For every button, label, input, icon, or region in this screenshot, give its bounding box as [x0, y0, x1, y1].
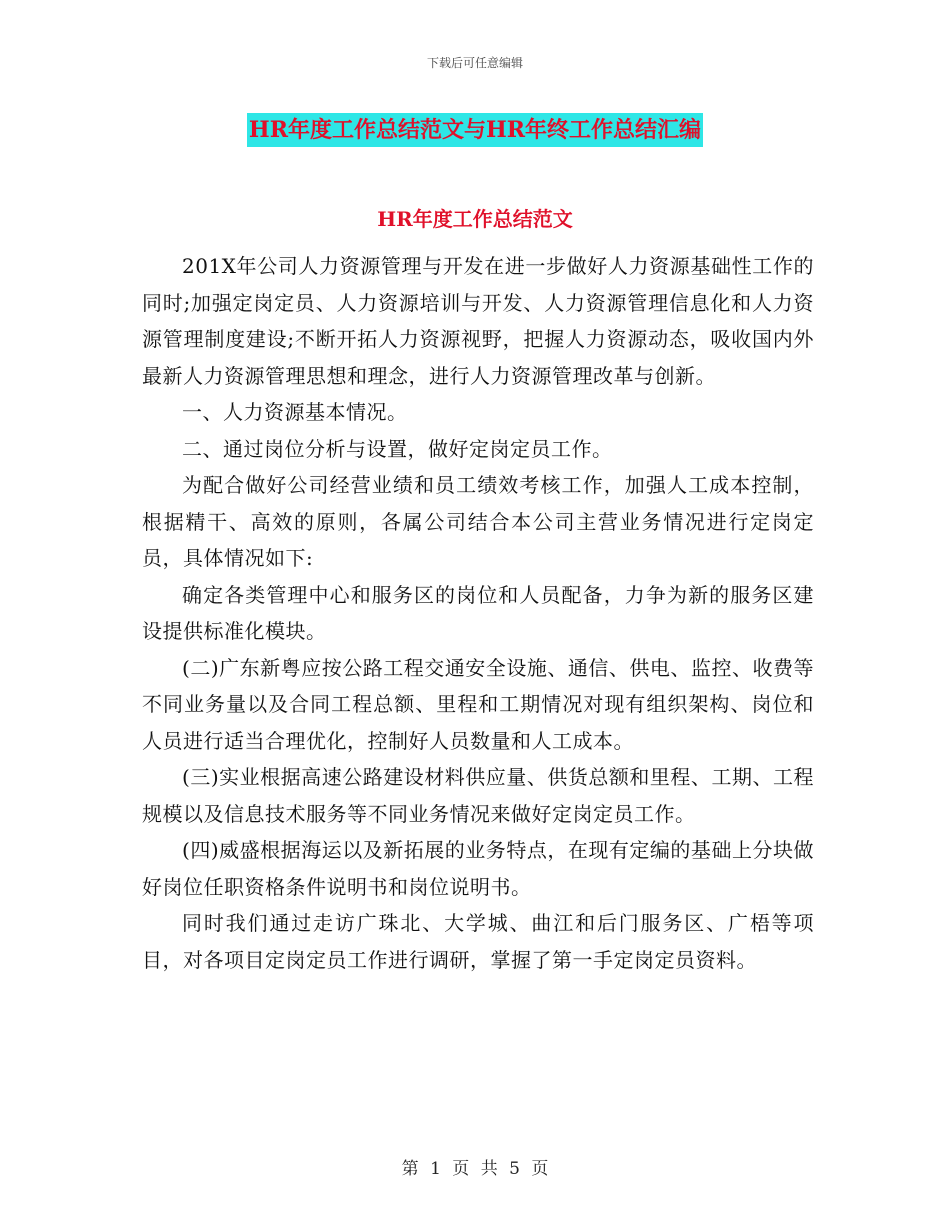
page-footer: 第 1 页 共 5 页 [401, 1159, 549, 1179]
header-note: 下载后可任意编辑 [426, 56, 523, 70]
paragraph: 确定各类管理中心和服务区的岗位和人员配备，力争为新的服务区建设提供标准化模块。 [142, 582, 814, 643]
document-title [0, 113, 950, 147]
section-title: HR年度工作总结范文 [377, 207, 573, 231]
paragraph: (二)广东新粤应按公路工程交通安全设施、通信、供电、监控、收费等不同业务量以及合同工程总额、里程和工期情况对现有组织架构、岗位和人员进行适当合理优化，控制好人员数量和人工成本。 [142, 655, 814, 753]
paragraph: (三)实业根据高速公路建设材料供应量、供货总额和里程、工期、工程规模以及信息技术服务等不同业务情况来做好定岗定员工作。 [142, 765, 814, 826]
paragraph: 为配合做好公司经营业绩和员工绩效考核工作，加强人工成本控制，根据精干、高效的原则，各属公司结合本公司主营业务情况进行定岗定员，具体情况如下: [142, 473, 814, 570]
paragraph: 201X年公司人力资源管理与开发在进一步做好人力资源基础性工作的同时;加强定岗定员、人力资源培训与开发、人力资源管理信息化和人力资源管理制度建设;不断开拓人力资源视野，把握人力资源动态，吸收国内外最新人力资源管理思想和理念，进行人力资源管理改革与创新。 [142, 254, 814, 388]
paragraph: 二、通过岗位分析与设置，做好定岗定员工作。 [182, 436, 613, 461]
paragraph: 一、人力资源基本情况。 [182, 400, 408, 424]
paragraph: 同时我们通过走访广珠北、大学城、曲江和后门服务区、广梧等项目，对各项目定岗定员工作进行调研，掌握了第一手定岗定员资料。 [142, 911, 814, 972]
document-title-text: HR年度工作总结范文与HR年终工作总结汇编 [247, 113, 703, 147]
paragraph: (四)威盛根据海运以及新拓展的业务特点，在现有定编的基础上分块做好岗位任职资格条件说明书和岗位说明书。 [142, 838, 814, 899]
document-body [142, 248, 814, 978]
